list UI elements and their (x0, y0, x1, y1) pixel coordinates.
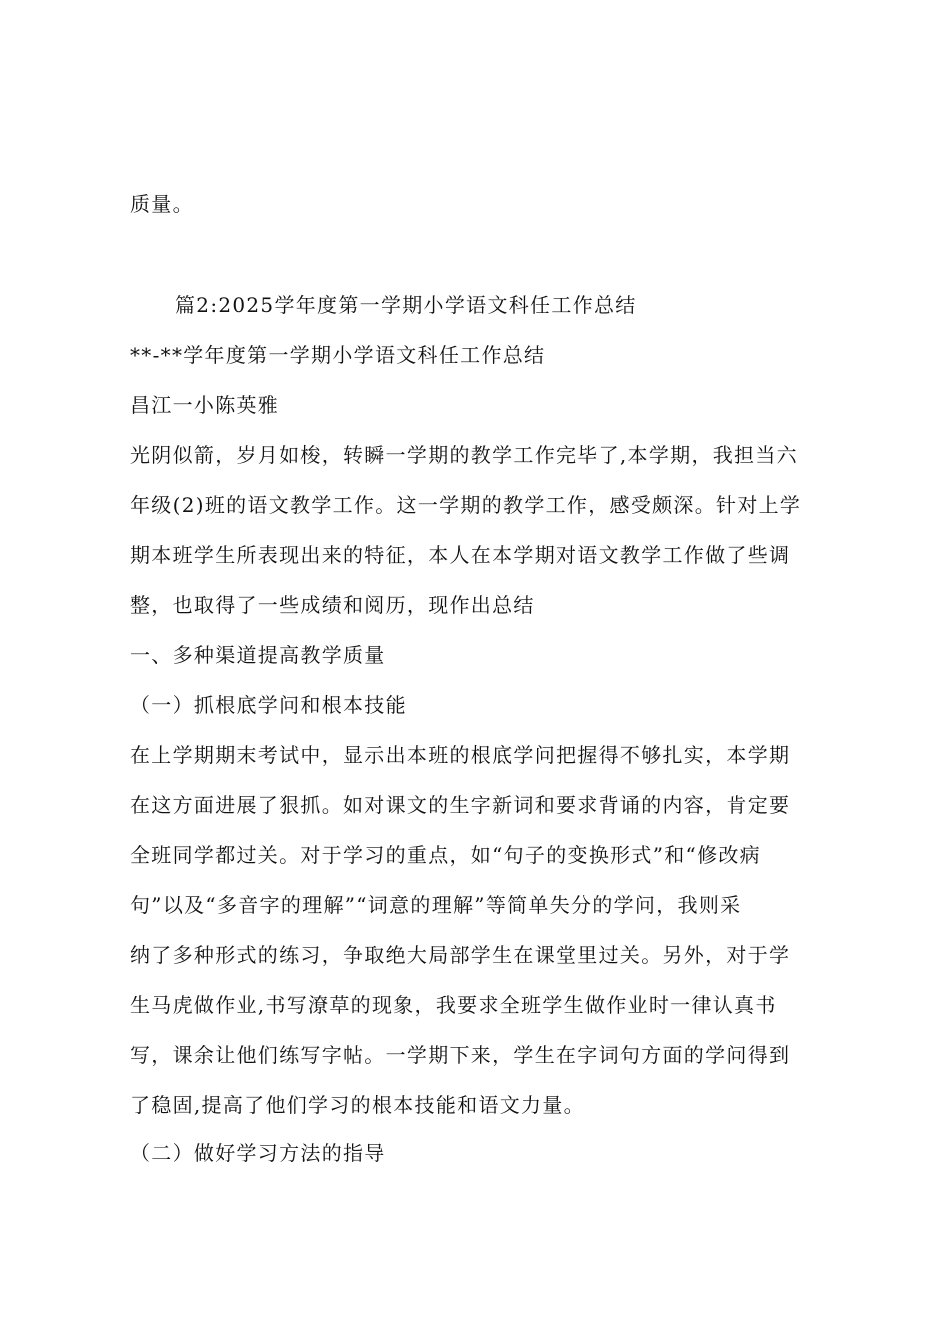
paragraph-line: 生马虎做作业,书写潦草的现象，我要求全班学生做作业时一律认真书 (130, 993, 777, 1017)
continuation-text: 质量。 (130, 192, 194, 216)
section-heading: 一、多种渠道提高教学质量 (130, 643, 386, 667)
paragraph-line: 在这方面进展了狠抓。如对课文的生字新词和要求背诵的内容，肯定要 (130, 793, 791, 817)
subsection-heading: （二）做好学习方法的指导 (130, 1141, 386, 1165)
author-line: 昌江一小陈英雅 (130, 393, 280, 417)
paragraph-line: 整，也取得了一些成绩和阅历，现作出总结 (130, 593, 535, 617)
paragraph-line: 纳了多种形式的练习，争取绝大局部学生在课堂里过关。另外，对于学 (130, 943, 791, 967)
paragraph-line: 期本班学生所表现出来的特征，本人在本学期对语文教学工作做了些调 (130, 543, 791, 567)
paragraph-line: 在上学期期末考试中，显示出本班的根底学问把握得不够扎实，本学期 (130, 743, 791, 767)
subsection-heading: （一）抓根底学问和根本技能 (130, 693, 407, 717)
paragraph-line: 写，课余让他们练写字帖。一学期下来，学生在字词句方面的学问得到 (130, 1043, 791, 1067)
paragraph-line: 光阴似箭，岁月如梭，转瞬一学期的教学工作完毕了,本学期，我担当六 (130, 443, 798, 467)
article-heading: 篇2:2025学年度第一学期小学语文科任工作总结 (175, 293, 637, 317)
paragraph-line: 了稳固,提高了他们学习的根本技能和语文力量。 (130, 1093, 585, 1117)
paragraph-line: 全班同学都过关。对于学习的重点，如“句子的变换形式”和“修改病 (130, 843, 761, 867)
document-title: **-**学年度第一学期小学语文科任工作总结 (130, 343, 546, 367)
paragraph-line: 年级(2)班的语文教学工作。这一学期的教学工作，感受颇深。针对上学 (130, 493, 802, 517)
paragraph-line: 句”以及“多音字的理解”“词意的理解”等简单失分的学问，我则采 (130, 893, 742, 917)
